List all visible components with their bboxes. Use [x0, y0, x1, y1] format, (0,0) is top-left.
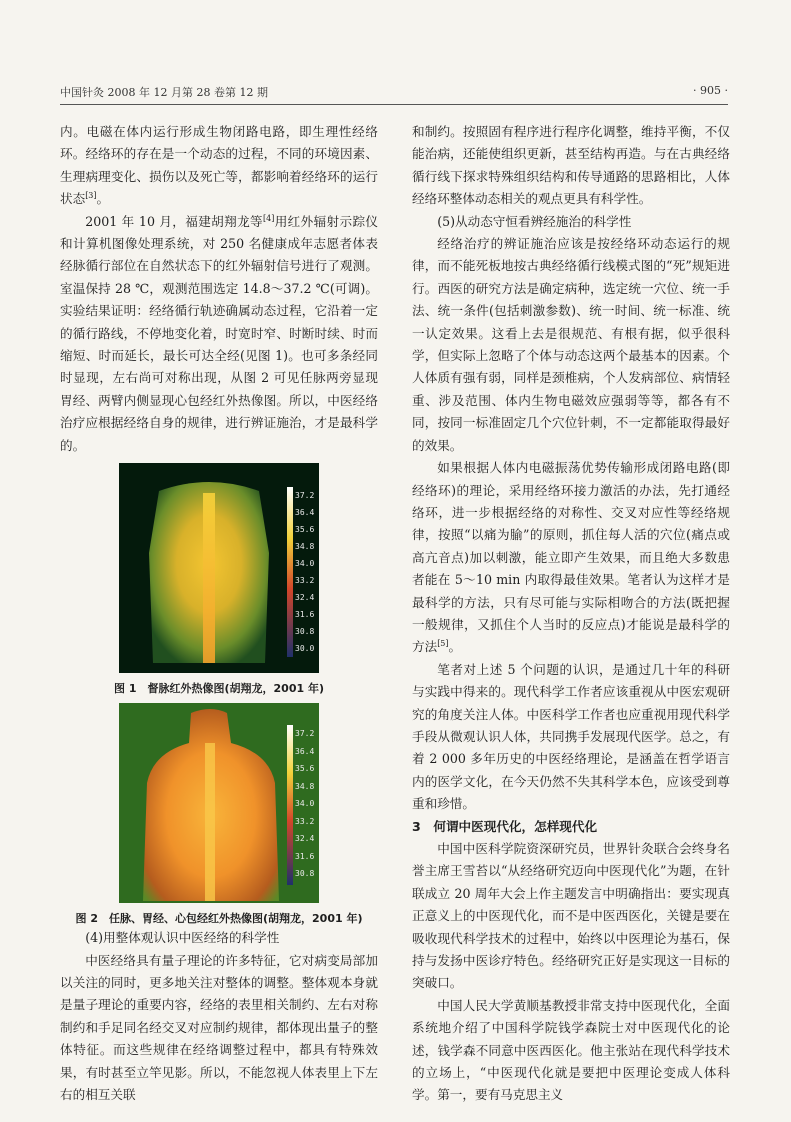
section-heading: 3 何谓中医现代化，怎样现代化	[412, 818, 598, 834]
paragraph: 如果根据人体内电磁振荡优势传输形成闭路电路(即经络环)的理论，采用经络环接力激活的办法，先打通经络环，进一步根据经络的对称性、交叉对应性等经络规律，按照“以痛为腧”的原则，抓住每人活的穴位(痛点或高亢音点)加以刺激，能立即产生效果，而且绝大多数患者能在 5～10 min 内取得最佳效果。笔者认为这样才是最科学的方法，只有尽可能与实际相吻合的方法(既把握一般规律，又抓住个人当时的反应点)才能说是最科学的方法[5]。	[412, 460, 730, 655]
citation[interactable]: [4]	[263, 213, 275, 223]
paragraph: 中国人民大学黄顺基教授非常支持中医现代化，全面系统地介绍了中国科学院钱学森院士对中医现代化的论述，钱学森不同意中医西医化。他主张站在现代科学技术的立场上，“中医现代化就是要把中医理论变成人体科学。第一，要有马克思主义	[412, 997, 730, 1103]
figure-2-image	[119, 703, 319, 903]
left-column	[60, 121, 378, 1106]
header-rule	[60, 104, 728, 105]
figure-2-caption: 图 2 任脉、胃经、心包经红外热像图(胡翔龙，2001 年)	[75, 912, 363, 926]
journal-info: 中国针灸 2008 年 12 月第 28 卷第 12 期	[60, 86, 268, 99]
paragraph: 中国中医科学院资深研究员，世界针灸联合会终身名誉主席王雪苔以“从经络研究迈向中医现代化”为题，在针联成立 20 周年大会上作主题发言中明确指出：要实现真正意义上的中医现代化，而不是中医西医化，关键是要在吸收现代科学技术的过程中，始终以中医理论为基石，保持与发扬中医诊疗特色。经络研究正好是实现这一目标的突破口。	[412, 841, 730, 991]
running-header	[60, 84, 728, 100]
right-column	[412, 121, 730, 1107]
paragraph: 2001 年 10 月，福建胡翔龙等[4]用红外辐射示踪仪和计算机图像处理系统，对 250 名健康成年志愿者体表经脉循行部位在自然状态下的红外辐射信号进行了观测。室温保持 28 ℃，观测范围选定 14.8～37.2 ℃(可调)。实验结果证明：经络循行轨迹确属动态过程，它沿着一定的循行路线，不停地变化着，时宽时窄、时断时续、时而缩短、时而延长，最长可达全经(见图 1)。也可多条经同时显现，左右尚可对称出现，从图 2 可见任脉两旁显现胃经、两臂内侧显现心包经红外热像图。所以，中医经络治疗应根据经络自身的规律，进行辨证施治，才是最科学的。	[60, 213, 379, 453]
citation[interactable]: [3]	[85, 191, 97, 201]
paragraph: 内。电磁在体内运行形成生物闭路电路，即生理性经络环。经络环的存在是一个动态的过程，不同的环境因素、生理病理变化、损伤以及死亡等，都影响着经络环的运行状态[3]。	[60, 124, 378, 207]
paragraph: 经络治疗的辨证施治应该是按经络环动态运行的规律，而不能死板地按古典经络循行线模式图的“死”规矩进行。西医的研究方法是确定病种，选定统一穴位、统一手法、统一条件(包括刺激参数)、统一时间、统一标准、统一认定效果。这看上去是很规范、有根有据，似乎很科学，但实际上忽略了个体与动态这两个最基本的因素。个人体质有强有弱，同样是颈椎病，个人发病部位、病情轻重、涉及范围、体内生物电磁效应强弱等等，都各有不同，按同一标准固定几个穴位针刺，不一定都能取得最好的效果。	[412, 236, 730, 453]
temperature-scale: 37.2 36.4 35.6 34.8 34.0 33.2 32.4 31.6 30.8 30.0	[295, 491, 315, 654]
citation[interactable]: [5]	[437, 639, 449, 649]
page-number: · 905 ·	[693, 84, 728, 97]
subheading: (5)从动态守恒看辨经施治的科学性	[437, 213, 632, 229]
paragraph: 和制约。按照固有程序进行程序化调整，维持平衡，不仅能治病，还能使组织更新，甚至结构再造。与在古典经络循行线下探求特殊组织结构和传导通路的思路相比，人体经络环整体动态相关的观点更具有科学性。	[412, 124, 730, 207]
figure-1-image	[119, 463, 319, 673]
paragraph: 笔者对上述 5 个问题的认识，是通过几十年的科研与实践中得来的。现代科学工作者应该重视从中医宏观研究的角度关注人体。中医科学工作者也应重视用现代科学手段从微观认识人体，共同携手发展现代医学。总之，有着 2 000 多年历史的中医经络理论，是涵盖在哲学语言内的医学文化，在今天仍然不失其科学本色，应该受到尊重和珍惜。	[412, 661, 730, 812]
paragraph: 中医经络具有量子理论的许多特征，它对病变局部加以关注的同时，更多地关注对整体的调整。整体观本身就是量子理论的重要内容，经络的表里相关制约、左右对称制约和手足同名经交叉对应制约规律，都体现出量子的整体特征。而这些规律在经络调整过程中，都具有特殊效果，有时甚至立竿见影。所以，不能忽视人体表里上下左右的相互关联	[60, 952, 378, 1102]
temperature-scale: 37.2 36.4 35.6 34.8 34.0 33.2 32.4 31.6 30.8	[295, 729, 315, 879]
figure-1-caption: 图 1 督脉红外热像图(胡翔龙，2001 年)	[114, 682, 324, 696]
subheading: (4)用整体观认识中医经络的科学性	[85, 930, 280, 946]
